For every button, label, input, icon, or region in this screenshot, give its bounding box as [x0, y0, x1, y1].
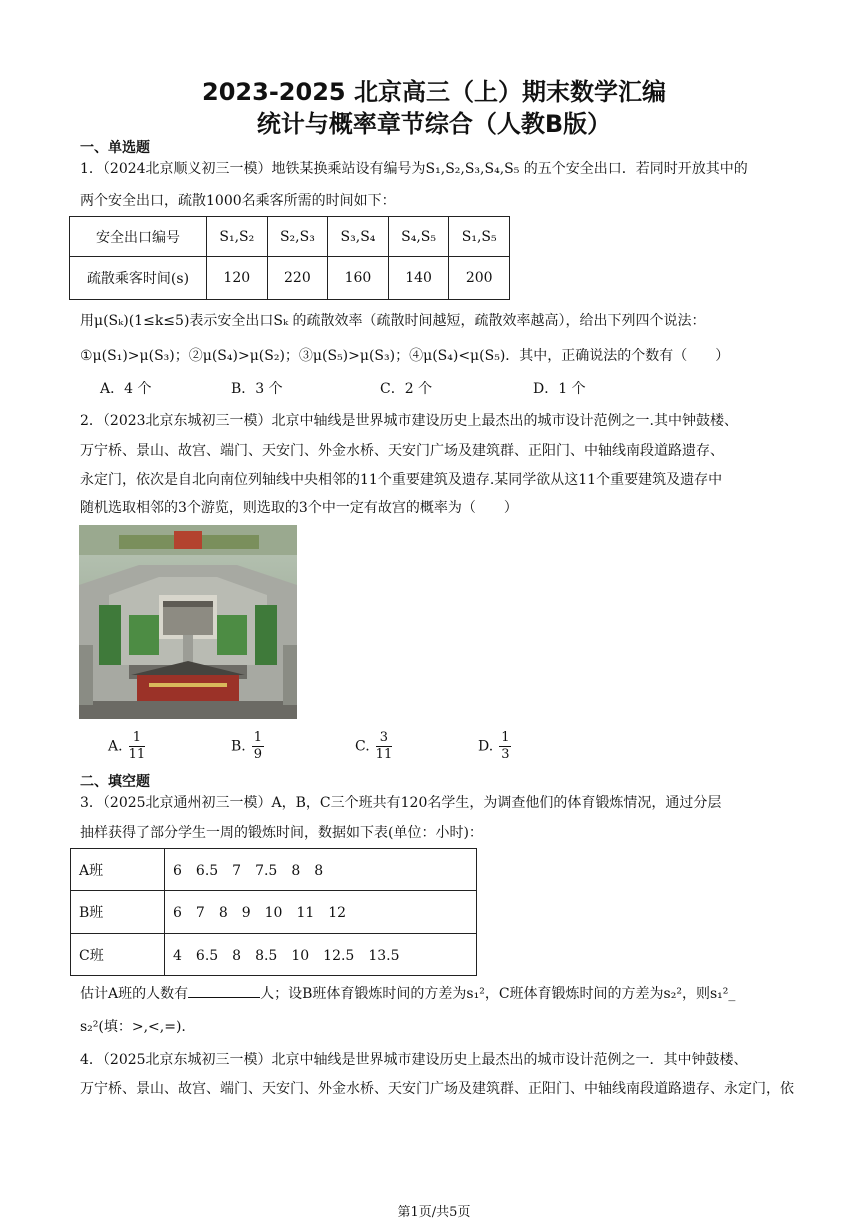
section-single-choice: 一、单选题 — [80, 140, 150, 156]
q1-line-3: 用μ(Sₖ)(1≤k≤5)表示安全出口Sₖ 的疏散效率（疏散时间越短，疏散效率越高），给出下列四个说法： — [80, 313, 706, 329]
q1-option-b[interactable]: B．3 个 — [231, 381, 283, 397]
q1-table-col: S₂,S₃ — [267, 217, 328, 257]
q2-option-c-label: C. — [355, 738, 370, 755]
forbidden-city-aerial-photo — [79, 525, 297, 719]
q1-table-col: S₁,S₂ — [207, 217, 268, 257]
q1-table-row-label: 疏散乘客时间(s) — [70, 257, 207, 300]
q1-option-d[interactable]: D．1 个 — [533, 381, 586, 397]
q3-class-a: A班 — [71, 849, 165, 891]
numerator: 1 — [253, 730, 263, 745]
q1-line-2: 两个安全出口，疏散1000名乘客所需的时间如下： — [80, 193, 396, 209]
q1-table-col: S₃,S₄ — [328, 217, 389, 257]
numerator: 1 — [501, 730, 510, 745]
numerator: 3 — [376, 730, 393, 747]
q1-table — [69, 216, 510, 300]
q1-line-4: ①μ(S₁)>μ(S₃)；②μ(S₄)>μ(S₂)；③μ(S₅)>μ(S₃)；④μ(S₄)<μ(S₅)．其中，正确说法的个数有（ ） — [80, 348, 730, 364]
q3-line-3a: 估计A班的人数有 — [80, 986, 189, 1002]
q3-class-a-data: 6 6.5 7 7.5 8 8 — [165, 849, 477, 891]
q4-line-2: 万宁桥、景山、故宫、端门、天安门、外金水桥、天安门广场及建筑群、正阳门、中轴线南段道路遗存、永定门，依 — [80, 1081, 794, 1097]
q2-option-b-label: B. — [231, 738, 246, 755]
q3-line-3b: 人；设B班体育锻炼时间的方差为s₁²，C班体育锻炼时间的方差为s₂²，则s₁²_ — [260, 986, 736, 1002]
q1-table-cell: 160 — [328, 257, 389, 300]
denominator: 11 — [128, 747, 146, 762]
q1-table-cell: 200 — [449, 257, 510, 300]
fraction — [252, 730, 264, 763]
q3-class-c: C班 — [71, 934, 165, 976]
q1-option-c[interactable]: C．2 个 — [380, 381, 433, 397]
q2-option-b[interactable] — [231, 730, 264, 763]
q1-option-a[interactable]: A．4 个 — [100, 381, 152, 397]
q2-option-d-label: D. — [478, 738, 494, 755]
fraction — [499, 730, 511, 763]
q3-table — [70, 848, 477, 976]
fraction — [376, 730, 393, 763]
q3-blank-1[interactable] — [188, 997, 260, 998]
q3-line-3 — [80, 983, 735, 1003]
q4-line-1: 4．（2025北京东城初三一模）北京中轴线是世界城市建设历史上最杰出的城市设计范例之一．其中钟鼓楼、 — [80, 1052, 748, 1068]
q1-table-col: S₁,S₅ — [449, 217, 510, 257]
q3-line-4: s₂²(填：>,<,=). — [80, 1019, 186, 1035]
q1-table-cell: 140 — [388, 257, 449, 300]
q2-option-c[interactable] — [355, 730, 392, 763]
title-line-1: 2023-2025 北京高三（上）期末数学汇编 — [202, 78, 666, 106]
q2-line-2: 万宁桥、景山、故宫、端门、天安门、外金水桥、天安门广场及建筑群、正阳门、中轴线南段道路遗存、 — [80, 443, 724, 459]
q2-option-a[interactable] — [108, 730, 145, 763]
q3-class-b-data: 6 7 8 9 10 11 12 — [165, 891, 477, 934]
denominator: 11 — [375, 747, 393, 762]
page-footer: 第1页/共5页 — [397, 1205, 471, 1220]
q1-line-1: 1．（2024北京顺义初三一模）地铁某换乘站设有编号为S₁,S₂,S₃,S₄,S₅ 的五个安全出口．若同时开放其中的 — [80, 161, 748, 177]
q2-line-3: 永定门，依次是自北向南位列轴线中央相邻的11个重要建筑及遗存.某同学欲从这11个重要建筑及遗存中 — [80, 472, 723, 488]
q2-line-4: 随机选取相邻的3个游览，则选取的3个中一定有故宫的概率为（ ） — [80, 500, 518, 516]
numerator: 1 — [129, 730, 146, 747]
q1-table-cell: 120 — [207, 257, 268, 300]
q3-class-b: B班 — [71, 891, 165, 934]
q1-table-header-label: 安全出口编号 — [70, 217, 207, 257]
title-line-2: 统计与概率章节综合（人教B版） — [256, 110, 612, 138]
q3-line-1: 3．（2025北京通州初三一模）A，B，C三个班共有120名学生，为调查他们的体育锻炼情况，通过分层 — [80, 795, 722, 811]
q3-class-c-data: 4 6.5 8 8.5 10 12.5 13.5 — [165, 934, 477, 976]
q3-line-2: 抽样获得了部分学生一周的锻炼时间，数据如下表(单位：小时)： — [80, 825, 483, 841]
denominator: 9 — [253, 747, 263, 762]
fraction — [129, 730, 146, 763]
section-fill-blank: 二、填空题 — [80, 774, 150, 790]
q2-option-a-label: A. — [108, 738, 123, 755]
denominator: 3 — [501, 747, 510, 762]
q1-table-col: S₄,S₅ — [388, 217, 449, 257]
q1-table-cell: 220 — [267, 257, 328, 300]
q2-line-1: 2．（2023北京东城初三一模）北京中轴线是世界城市建设历史上最杰出的城市设计范例之一.其中钟鼓楼、 — [80, 413, 738, 429]
q2-option-d[interactable] — [478, 730, 511, 763]
